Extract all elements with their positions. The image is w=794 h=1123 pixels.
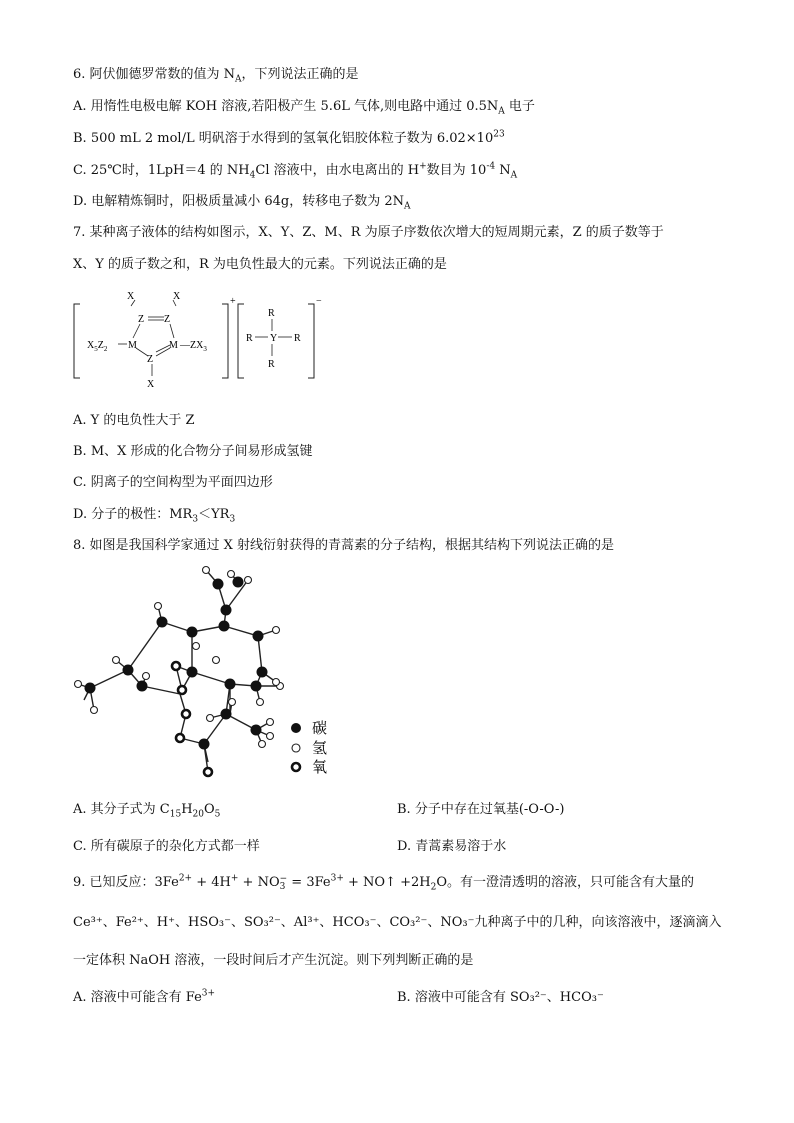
legend-carbon-marker: [291, 723, 301, 733]
q9-a-sup: 3+: [201, 988, 216, 999]
q6-option-b: [73, 130, 505, 148]
q9-eq-no: + NO: [238, 875, 280, 890]
artemisinin-molecule-model: [66, 562, 356, 786]
q6-c-sup1: +: [419, 161, 427, 172]
q8-option-b: B. 分子中存在过氧基(-O-O-): [397, 802, 565, 817]
q9-a-text: A. 溶液中可能含有 Fe: [73, 990, 202, 1005]
q6-stem-end: ，下列说法正确的是: [241, 67, 359, 82]
q8-a-h: H: [181, 802, 193, 817]
q9-eq-h2o-sub: 2: [430, 882, 437, 893]
ionic-liquid-structure: [70, 286, 330, 391]
q7-d-text: D. 分子的极性：MR: [73, 507, 193, 522]
q9-stem-text: 9. 已知反应：3Fe: [73, 875, 179, 890]
q6-c-sup2: -4: [486, 161, 496, 172]
atom-z-right: Z: [164, 314, 171, 325]
q7-d-sub2: 3: [229, 514, 236, 525]
legend-carbon-label: 碳: [312, 721, 328, 737]
legend-oxygen-marker: [292, 763, 300, 771]
q8-stem: 8. 如图是我国科学家通过 X 射线衍射获得的青蒿素的分子结构，根据其结构下列说法正确的是: [73, 538, 615, 553]
q9-eq-no-up: + NO↑ +2H: [343, 875, 431, 890]
q6-d-text: D. 电解精炼铜时，阳极质量减小 64g，转移电子数为 2N: [73, 194, 404, 209]
substituent-zx3: $—ZX_3$: [180, 340, 207, 353]
q8-option-c: C. 所有碳原子的杂化方式都一样: [73, 839, 260, 854]
q6-c-sub2: A: [510, 170, 518, 181]
q8-a-sub1: 15: [169, 809, 182, 820]
q6-option-d: [73, 193, 411, 211]
q7-stem-line1: 7. 某种离子液体的结构如图示，X、Y、Z、M、R 为原子序数依次增大的短周期元素，Z 的质子数等于: [73, 225, 664, 240]
q6-c-mid3: N: [495, 163, 511, 178]
q7-option-b: B. M、X 形成的化合物分子间易形成氢键: [73, 444, 313, 459]
anion-charge: −: [316, 296, 322, 307]
legend-oxygen-label: 氧: [312, 760, 328, 776]
q6-option-c: [73, 162, 517, 180]
substituent-x5z2: $X_5Z_2$: [87, 340, 108, 353]
q9-eq-no3-sup: −: [279, 873, 288, 884]
q8-option-d: D. 青蒿素易溶于水: [397, 839, 507, 854]
q8-a-sub2: 20: [192, 809, 204, 820]
q8-option-a: [73, 801, 220, 819]
atom-x-bottom: X: [147, 379, 155, 390]
q9-eq-hplus: +: [230, 873, 239, 884]
q9-eq-3fe: = 3Fe: [287, 875, 331, 890]
cation-charge: +: [230, 296, 236, 307]
q6-b-text: B. 500 mL 2 mol/L 明矾溶于水得到的氢氧化铝胶体粒子数为 6.02×10: [73, 131, 494, 146]
q7-option-c: C. 阴离子的空间构型为平面四边形: [73, 475, 273, 490]
q9-eq-no3-sub: 3: [279, 881, 286, 892]
q7-stem-line2: X、Y 的质子数之和，R 为电负性最大的元素。下列说法正确的是: [73, 257, 447, 272]
q7-option-d: [73, 506, 235, 524]
q9-eq-o: O: [436, 875, 447, 890]
q6-b-sup: 23: [493, 129, 505, 140]
q7-option-a: A. Y 的电负性大于 Z: [73, 413, 195, 428]
atom-m-left: M: [128, 340, 137, 351]
q6-stem-text: 6. 阿伏伽德罗常数的值为 N: [73, 67, 236, 82]
q9-eq-fe3: 3+: [330, 873, 344, 884]
legend-hydrogen-marker: [292, 744, 300, 752]
q6-stem: [73, 66, 359, 84]
q9-stem: [73, 874, 694, 892]
q6-c-text: C. 25℃时，1LpH＝4 的 NH: [73, 163, 250, 178]
q6-c-mid: Cl 溶液中，由水电离出的 H: [255, 163, 420, 178]
q9-stem-rest: 。有一澄清透明的溶液，只可能含有大量的: [447, 875, 695, 890]
q7-d-sub1: 3: [192, 514, 199, 525]
atom-x-top-left: X: [127, 291, 135, 302]
q8-a-text: A. 其分子式为 C: [73, 802, 170, 817]
q9-ions-line: Ce³⁺、Fe²⁺、H⁺、HSO₃⁻、SO₃²⁻、Al³⁺、HCO₃⁻、CO₃²⁻、NO₃⁻九种离子中的几种，向该溶液中，逐滴滴入: [73, 915, 722, 930]
anion-r-left: R: [246, 333, 253, 344]
atom-m-right: M: [169, 340, 178, 351]
q6-a-text: A. 用惰性电极电解 KOH 溶液,若阳极产生 5.6L 气体,则电路中通过 0.5N: [73, 99, 499, 114]
q6-a-end: 电子: [504, 99, 535, 114]
q8-a-sub3: 5: [214, 809, 221, 820]
atom-z-bottom: Z: [147, 354, 154, 365]
q9-stem-line3: 一定体积 NaOH 溶液，一段时间后才产生沉淀。则下列判断正确的是: [73, 953, 474, 968]
q6-stem-sub: A: [235, 74, 242, 85]
q9-option-a: [73, 989, 215, 1007]
atom-z-left: Z: [138, 314, 145, 325]
q6-c-sub1: 4: [249, 170, 256, 181]
anion-y: Y: [270, 333, 278, 344]
anion-r-top: R: [268, 308, 275, 319]
anion-r-right: R: [294, 333, 301, 344]
anion-r-bottom: R: [268, 359, 275, 370]
q6-option-a: [73, 98, 535, 116]
q6-d-sub: A: [404, 201, 411, 212]
q9-option-b: B. 溶液中可能含有 SO₃²⁻、HCO₃⁻: [397, 990, 604, 1005]
q9-eq-4h: + 4H: [192, 875, 231, 890]
q6-c-mid2: 数目为 10: [426, 163, 487, 178]
q8-a-o: O: [203, 802, 215, 817]
q6-a-sub: A: [498, 106, 505, 117]
q7-d-mid: ＜YR: [198, 507, 230, 522]
q9-eq-fe2: 2+: [178, 873, 193, 884]
legend-hydrogen-label: 氢: [312, 741, 328, 757]
atom-x-top-right: X: [173, 291, 181, 302]
